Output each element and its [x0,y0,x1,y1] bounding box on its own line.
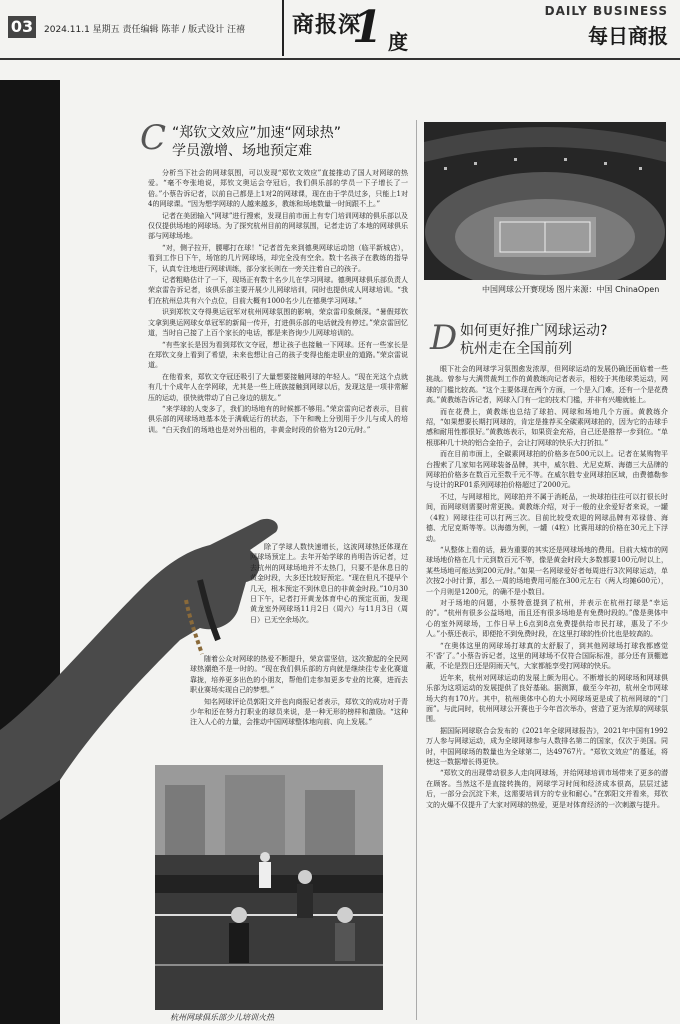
section-d-letter: D [430,318,458,358]
page-header [0,0,680,60]
stadium-photo [424,122,666,280]
header-divider [282,0,284,56]
d-para: “郑钦文的出现带动很多人走向网球场，并给网球培训市场带来了更多的潜在顾客。当然这不是直接转换的，网球学习时间和经济成本很高，层层过滤后，一部分会沉淀下来，这需要培训方的专业和耐心。”在郭阳文并看来，郑钦文的火爆不仅提升了大家对网球的热爱，更是对体育经济的一次刺激与提升。 [426,769,668,809]
column-suffix: 度 [388,30,408,54]
c-para: 识到郑钦文夺得奥运冠军对杭州网球氛围的影响，荣京雷印象颇深。“暑假郑钦文拿到奥运网球女单冠军的新闻一传开，打进俱乐部的电话就没有停过。”荣京雷回忆道，当时自己接了上百个家长的电话，都是来咨询少儿网球培训的。 [148,308,408,338]
stadium-photo-caption: 中国网球公开赛现场 图片来源：中国 ChinaOpen [482,285,660,294]
section-c-body-bottom [250,542,408,652]
c-para: 记者粗略估计了一下，现场正有数十名少儿在学习网球。德奥网球俱乐部负责人荣京雷告诉记者，该俱乐部主要开展少儿网球培训，同时也提供成人网球培训。“我们在杭州总共有六个点位，目前大概有1000名少儿在德奥学习网球。” [148,276,408,305]
stadium-photo-art [424,122,666,280]
section-d-headline-1: 如何更好推广网球运动? [460,323,608,339]
column-divider [416,120,417,1020]
kids-photo-art [155,765,383,1010]
d-para: 不过，与网球相比，网球拍并不属于消耗品，一块球拍往往可以打很长时间，而网球则需要时常更换。黄教练介绍，对于一般的业余爱好者来说，一罐（4粒）网球往往可以打两三次。目前比较受欢迎的网球品牌有邓禄普、海德、尤尼克斯等等。以海德为例，一罐（4粒）比赛用球的价格在30元上下浮动。 [426,492,668,543]
c-para: “来学球的人变多了，我们的场地有的时候都不够用。”荣京雷向记者表示，目前俱乐部的网球场地基本处于满载运行的状态，下午和晚上分别用于少儿与成人的培训。“白天我们的场地也是对外出租的，非黄金时段的价格为120元/时。” [148,404,408,434]
d-para: 近年来，杭州对网球运动的发展上颇为用心。不断增长的网球场和网球俱乐部为这项运动的发展提供了良好基础。据测算，截至今年初，杭州全市网球场大约有170片。其中，杭州奥体中心的大小网球场更是成了杭州网球的“门面”。与此同时，杭州网球公开赛也于今年首次举办，营造了更为浓厚的网球氛围。 [426,673,668,724]
section-c-headline-2: 学员激增、场地预定难 [172,143,312,159]
d-para: 眼下社会的网球学习氛围愈发浓厚，但网球运动的发展仍确还面临着一些挑战。曾参与大满贯裁判工作的黄教练向记者表示，相较于其他球类运动，网球的门槛比较高。“这个主要体现在两个方面，一个是入门难，还有一个是花费高。”黄教练告诉记者，网球入门有一定的技术门槛，并非有兴趣就能上。 [426,365,668,405]
column-title: 商报深 [292,12,362,38]
c-para: 分析当下社会的网球氛围，可以发现“郑钦文效应”直接推动了国人对网球的热爱。“毫不夸张地说，郑钦文奥运会夺冠后，我们俱乐部的学员一下子增长了一倍。”小蔡告诉记者，以前自己都是上1对2的网球课，现在由于学员过多，只能上1对4的网球课。“因为想学网球的人越来越多，教练和场地数量一时间跟不上。” [148,169,408,209]
d-para: 据国际网球联合会发布的《2021年全球网球报告》，2021年中国有1992万人参与网球运动，成为全球网球参与人数排名第二的国家，仅次于美国。同时，中国网球场的数量也为全球第二，达49767片。“郑钦文效应”的蔓延，将使这一数据增长得更快。 [426,726,668,767]
c-para: 记者在美团输入“网球”进行搜索，发现目前市面上有专门培训网球的俱乐部以及仅仅提供场地的网球场。为了探究杭州目前的网球氛围，记者走访了本地的网球俱乐部与网球场地。 [148,211,408,241]
d-para: 而在目前市面上，全碳素网球拍的价格多在500元以上。记者在某购物平台搜索了几家知名网球装备品牌，其中，威尔胜、尤尼克斯、海德三大品牌的网球拍价格多在数百元至数千元不等。在威尔胜专业网球拍区域，由费德勒参与设计的RF01系列网球拍价格超过了2000元。 [426,450,668,490]
c-para: 随着公众对网球的热爱不断提升，荣京雷坚信，这次掀起的全民网球热潮绝不是一时的。“现在我们俱乐部的方向就是继续往专业化赛道靠拢，培养更多出色的小朋友，帮他们走参加更多专业的比赛，进而去职业赛场实现自己的梦想。” [190,655,408,695]
d-para: 对于场地的问题，小蔡特意提到了杭州，并表示在杭州打球是“幸运的”。“杭州有很多公益场地，而且还有很多场地是有免费时段的。”像是奥体中心的室外网球场，工作日早上6点到8点免费提供给市民打球，惠及了不少人。”小蔡还表示，即便抢不到免费时段，在这里打球的性价比也是较高的。 [426,598,668,639]
section-c-headline [172,124,422,160]
d-para: “在奥体这里的网球场打球真的太舒服了，到其他网球场打球我都感觉不‘香’了。”小蔡告诉记者，这里的网球场不仅符合国际标准，部分还有顶棚遮蔽，不论是烈日还是阴雨天气，大家都能享受打网球的快乐。 [426,641,668,671]
section-c-body-tail [190,654,408,754]
section-c-headline-1: “郑钦文效应”加速“网球热” [172,125,342,141]
d-para: 而在花费上，黄教练也总结了球拍、网球和场地几个方面。黄教练介绍，“如果想要长期打网球的，肯定是推荐买全碳素网球拍的，因为它的击球手感和耐用性都很好。”黄教练表示，如果资金充裕，自己还是推荐一步到位。“单根那种几十块的铝合金拍子，会让打网球的快乐大打折扣。” [426,407,668,447]
section-c-body-top [148,168,408,538]
section-d-body [426,364,668,1020]
d-para: “从整体上看的话，最为重要的其实还是网球场地的费用。目前大城市的网球场地价格在几十元到数百元不等，像是黄金时段大多数都要100元/时以上，某些场地可能达到200元/时。”如果一名网球爱好者每周进行3次网球运动，单次按2小时计算，那么一周的场地费用可能在300元左右（两人均摊600元），一个月则是1200元，的确不是小数目。 [426,545,668,596]
c-para: 知名网球评论员郭阳文并也向商报记者表示，郑钦文的成功对于青少年和还在努力打职业的球员来说，是一种无形的榜样和激励。“这种注入人心的力量，会推动中国网球整体地向前、向上发展。” [190,697,408,727]
brand-chinese: 每日商报 [588,24,668,48]
section-d-headline-2: 杭州走在全国前列 [460,341,572,357]
kids-photo-caption: 杭州网球俱乐部少儿培训火热 [170,1013,274,1022]
section-d-headline [460,322,670,358]
section-c-letter: C [140,118,167,158]
brand-english: DAILY BUSINESS [544,4,668,18]
page-number: 03 [8,16,36,38]
c-para: 在他看来，郑钦文夺冠还吸引了大量想要接触网球的年轻人。“现在光这个点就有几十个成年人在学网球，尤其是一些上班族接触到网球以后，发现这是一项非常解压的运动，很快就带动了自己身边的朋友。” [148,372,408,402]
c-para: “对，侧子拉开，腰哪打在球！”记者首先来到德奥网球运动馆（临平新城店），看到工作日下午，场馆的几片网球场，却完全没有空余。数十名孩子在教练的指导下，认真专注地进行网球训练，部分家长则在一旁关注着自己的孩子。 [148,243,408,273]
c-para: “有些家长是因为看到郑钦文夺冠，想让孩子也接触一下网球。还有一些家长是在郑钦文身上看到了希望，未来也想让自己的孩子变得也能走职业的道路。”荣京雷说道。 [148,340,408,370]
kids-training-photo [155,765,383,1010]
c-para: 除了学球人数快速增长，这波网球热还体现在网球场预定上。去年开始学球的肖明告诉记者，过去杭州的网球场地并不太热门，只要不是休息日的黄金时段，大多还比较好预定。“现在但凡不提早个几天，根本预定不到休息日的非黄金时段。”10月30日下午，记者打开黄龙体育中心的预定页面，发现黄龙室外网球场11月2日（周六）与11月3日（周日）已无空余场次。 [250,543,408,624]
column-big-numeral: 1 [352,2,383,53]
date-line: 2024.11.1 星期五 责任编辑 陈菲 / 版式设计 汪禧 [44,25,246,35]
